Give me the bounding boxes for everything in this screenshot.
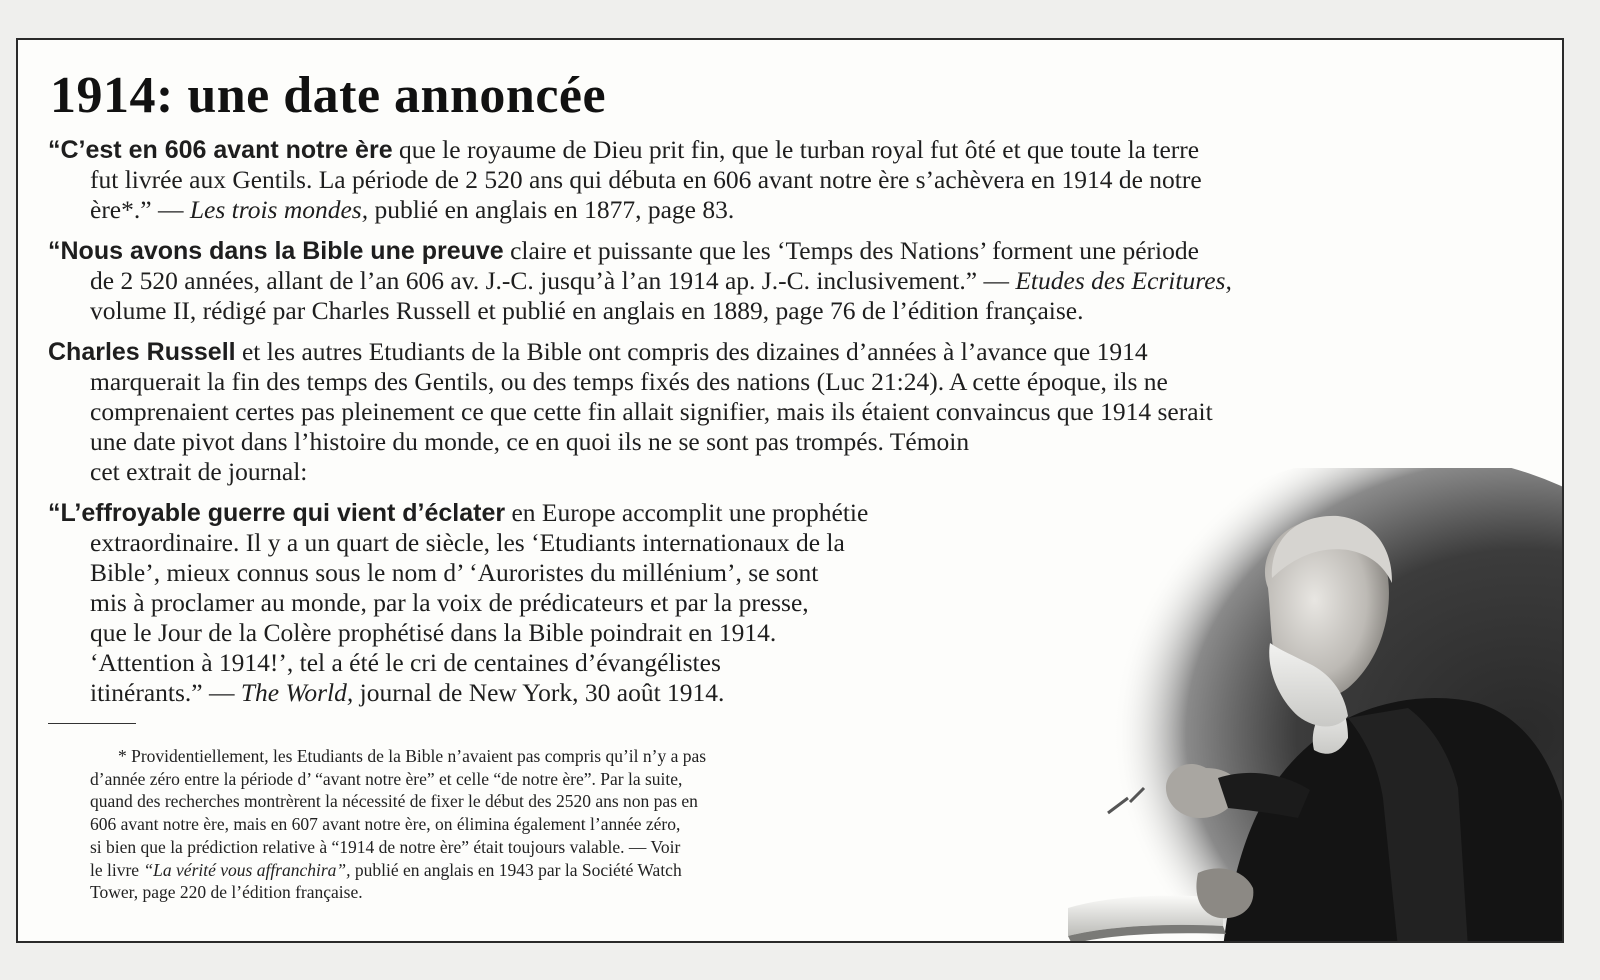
article-frame bbox=[16, 38, 1564, 943]
quote-lead: “C’est en 606 avant notre ère bbox=[48, 136, 393, 164]
source-title: Etudes des Ecritures, bbox=[1015, 266, 1232, 295]
source-title: The World, bbox=[240, 678, 354, 707]
article-title: 1914: une date annoncée bbox=[50, 67, 607, 124]
paragraph-lead: Charles Russell bbox=[48, 338, 236, 366]
quote-lead: “Nous avons dans la Bible une preuve bbox=[48, 237, 504, 265]
portrait-photo bbox=[1048, 468, 1564, 943]
book-title: “La vérité vous affranchira”, bbox=[143, 859, 351, 880]
russell-paragraph: Charles Russell et les autres Etudiants de la Bible ont compris des dizaines d’années à l’avance que 1914 marquerait la fin des temps des Gentils, ou des temps fixés des nations (Luc 21:24). A cette époque, ils ne comprenaient certes pas pleinement ce que cette fin allait signifier, mais ils étaient convaincus que 1914 serait une date pivot dans l’histoire du monde, ce en quoi ils ne se sont pas trompés. Témoin cet extrait de journal: bbox=[48, 337, 1213, 486]
portrait-illustration bbox=[1048, 468, 1564, 943]
footnote: * Providentiellement, les Etudiants de la Bible n’avaient pas compris qu’il n’y a pas d’année zéro entre la période d’ “avant notre ère” et celle “de notre ère”. Par la suite, quand des recherches montrèrent la nécessité de fixer le début des 2520 ans non pas en 606 avant notre ère, mais en 607 avant notre ère, on élimina également l’année zéro, si bien que la prédiction relative à “1914 de notre ère” était toujours valable. — Voir le livre “La vérité vous affranchira”, publié en anglais en 1943 par la Société Watch Tower, page 220 de l’édition française. bbox=[90, 746, 707, 903]
quote-the-world: “L’effroyable guerre qui vient d’éclater en Europe accomplit une prophétie extraordinaire. Il y a un quart de siècle, les ‘Etudiants internationaux de la Bible’, mieux connus sous le nom d’ ‘Auroristes du millénium’, se sont mis à proclamer au monde, par la voix de prédicateurs et par la presse, que le Jour de la Colère prophétisé dans la Bible poindrait en 1914. ‘Attention à 1914!’, tel a été le cri de centaines d’évangélistes itinérants.” — The World, journal de New York, 30 août 1914. bbox=[48, 498, 869, 707]
source-title: Les trois mondes, bbox=[189, 195, 369, 224]
quote-studies-scriptures: “Nous avons dans la Bible une preuve claire et puissante que les ‘Temps des Nations’ forment une période de 2 520 années, allant de l’an 606 av. J.-C. jusqu’à l’an 1914 ap. J.-C. inclusivement.” — Etudes des Ecritures, volume II, rédigé par Charles Russell et publié en anglais en 1889, page 76 de l’édition française. bbox=[48, 236, 1232, 325]
quote-lead: “L’effroyable guerre qui vient d’éclater bbox=[48, 499, 506, 527]
quote-three-worlds: “C’est en 606 avant notre ère que le royaume de Dieu prit fin, que le turban royal fut ôté et que toute la terre fut livrée aux Gentils. La période de 2 520 ans qui débuta en 606 avant notre ère s’achèvera en 1914 de notre ère*.” — Les trois mondes, publié en anglais en 1877, page 83. bbox=[48, 135, 1202, 224]
footnote-divider bbox=[48, 723, 136, 724]
